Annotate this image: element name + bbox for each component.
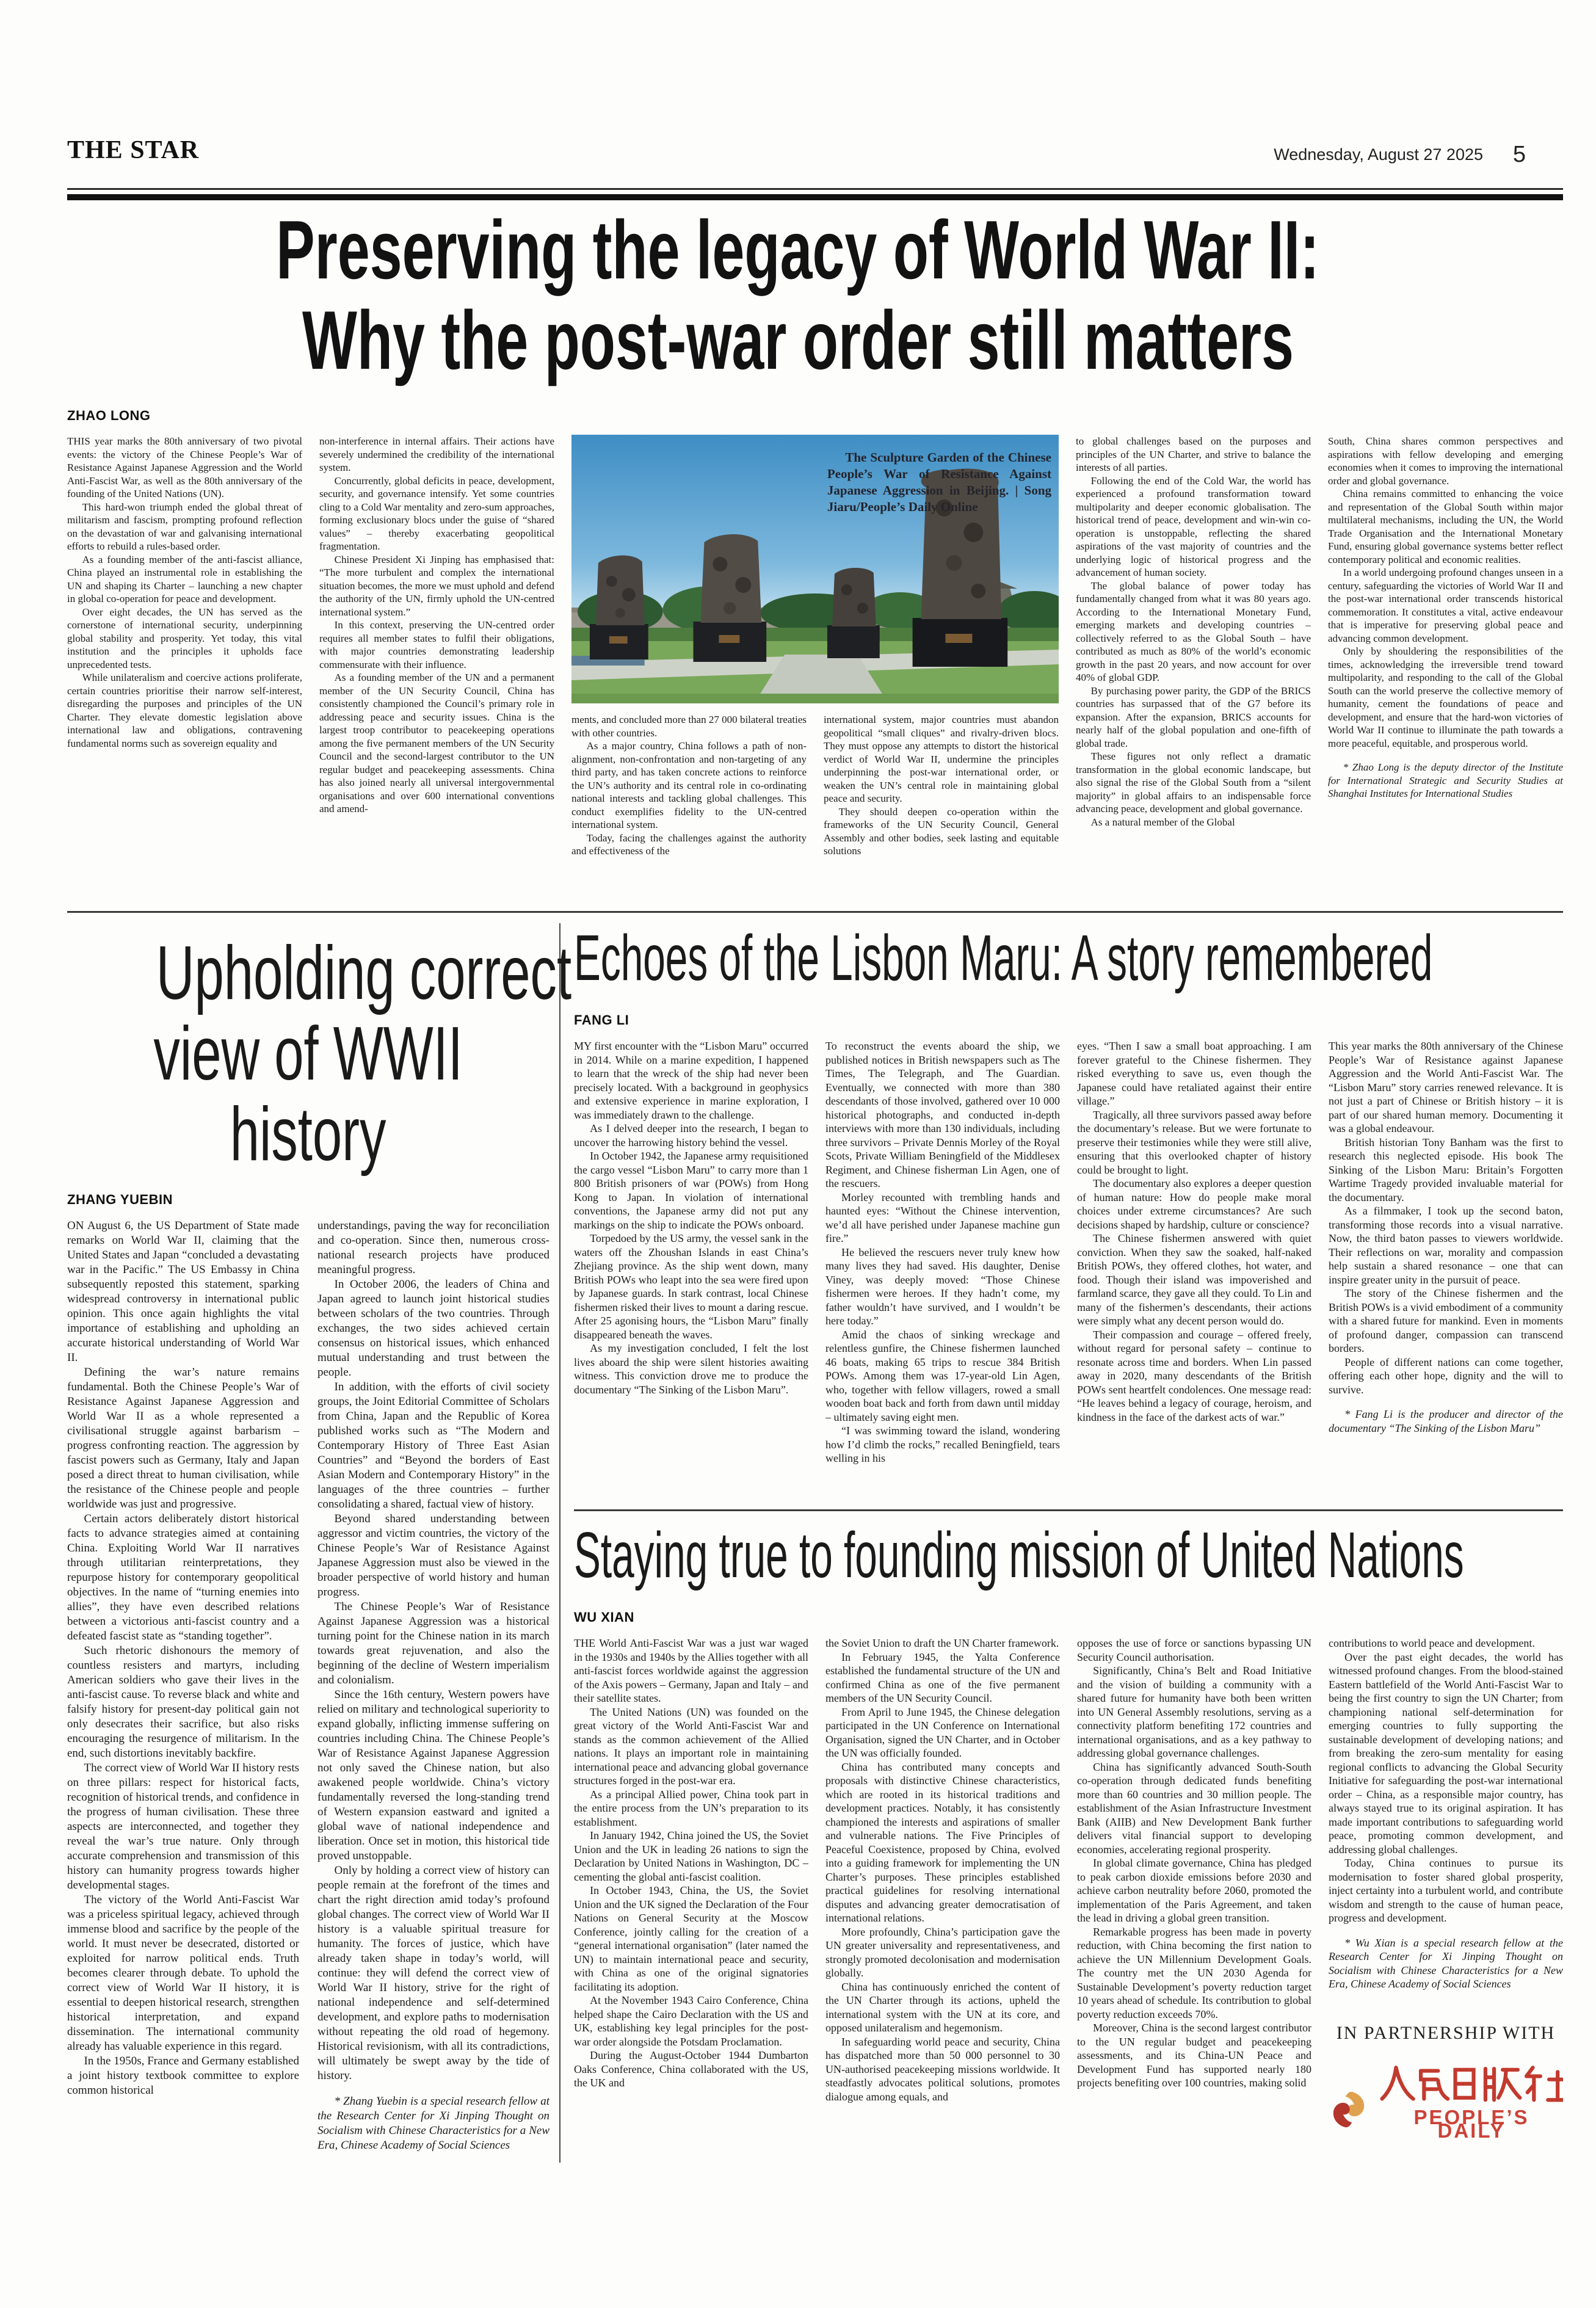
- lisbon-column-4-text: This year marks the 80th anniversary of the Chinese People’s War of Resistance against Japanese Aggression and the World Anti-Fascist War. The “Lisbon Maru” story carries renewed relevance. It is not just a part of Chinese or British history – it is part of our shared human memory. Documenting it was a global endeavour. British historian Tony Banham was the first to research this neglected episode. His book The Sinking of the Lisbon Maru: Britain’s Forgotten Wartime Tragedy provided invaluable material for the documentary. As a filmmaker, I took up the second baton, transforming those records into a visual narrative. Now, the third baton passes to viewers worldwide. Their reflections on war, morality and compassion help sustain a shared resonance – one that can inspire greater unity in the pursuit of peace. The story of the Chinese fishermen and the British POWs is a vivid embodiment of a community with a shared future for mankind. Even in moments of profound danger, compassion can transcend borders. People of different nations can come together, offering each other hope, dignity and the will to survive.: [1329, 1040, 1563, 1396]
- lead-column-6-text: South, China shares common perspectives and aspirations with fellow developing and emerging economies when it comes to improving the international order and global governance. China remains committed to enhancing the voice and representation of the Global South within major multilateral mechanisms, including the UN, the World Trade Organisation and the International Monetary Fund, ensuring global governance systems better reflect contemporary political and economic realities. In a world undergoing profound changes unseen in a century, safeguarding the victories of World War II and the post-war international order transcends historical commemoration. It constitutes a vital, active endeavour that is imperative for preserving global peace and advancing common development. Only by shouldering the responsibilities of the times, acknowledging the irreversible trend toward multipolarity, and responding to the call of the Global South can the world preserve the collective memory of humanity, cement the foundations of peace and development, and ensure that the hard-won victories of World War II continue to illuminate the path towards a more peaceful, equitable, and prosperous world.: [1328, 435, 1563, 749]
- wwii-headline-line1: Upholding correct: [156, 931, 572, 1015]
- lead-headline-line1: Preserving the legacy of World War II:: [276, 203, 1320, 296]
- peoples-daily-latin: PEOPLE’S DAILY: [1413, 2105, 1529, 2142]
- lead-article-body: [67, 435, 1563, 899]
- lisbon-headline: [574, 924, 1596, 992]
- lead-column-6: [1328, 435, 1563, 899]
- un-column-3: opposes the use of force or sanctions bypassing UN Security Council authorisation. Significantly, China’s Belt and Road Initiative and the vision of building a community with a shared future for humanity have both been written into UN General Assembly resolutions, serving as a connectivity platform benefiting 172 countries and international organisations, and as a key pathway to addressing global governance challenges. China has significantly advanced South-South co-operation through dedicated funds benefiting more than 60 countries and 30 million people. The establishment of the Asian Infrastructure Investment Bank (AIIB) and New Development Bank further delivers vital financial support to developing economies, accelerating regional prosperity. In global climate governance, China has pledged to peak carbon dioxide emissions before 2030 and achieve carbon neutrality before 2060, promoted the implementation of the Paris Agreement, and taken the lead in driving a global green transition. Remarkable progress has been made in poverty reduction, with China becoming the first nation to achieve the UN Millennium Development Goals. The country met the UN 2030 Agenda for Sustainable Development’s poverty reduction target 10 years ahead of schedule. Its contribution to global poverty reduction exceeds 70%. Moreover, China is the second largest contributor to the UN regular budget and peacekeeping assessments, and its China-UN Peace and Development Fund has supported nearly 180 projects benefiting over 100 countries, making solid: [1077, 1637, 1311, 2089]
- sculpture-pillar-3: [827, 568, 880, 658]
- un-column-4-text: contributions to world peace and development. Over the past eight decades, the world has witnessed profound changes. From the blood-stained Eastern battlefield of the World Anti-Fascist War to being the first country to sign the UN Charter; from championing national self-determination for emerging countries to fully supporting the sustainable development of developing nations; and from breaking the zero-sum mentality for easing regional conflicts to advancing the Global Security Initiative for safeguarding the post-war international order – China, as a responsible major country, has always stayed true to its original aspiration. It has made important contributions to safeguarding world peace, promoting common development, and addressing global challenges. Today, China continues to pursue its modernisation to foster shared global prosperity, inject certainty into a turbulent world, and contribute wisdom and strength to the cause of human peace, progress and development.: [1329, 1637, 1563, 1924]
- un-headline: [574, 1519, 1596, 1591]
- un-headline-text: Staying true to founding mission of United Nations: [574, 1519, 1464, 1591]
- un-column-4: [1329, 1636, 1563, 2274]
- masthead-rule-thick: [67, 194, 1563, 200]
- un-article-body: [574, 1636, 1563, 2274]
- lisbon-headline-text: Echoes of the Lisbon Maru: A story remembered: [574, 922, 1433, 994]
- lead-column-2: non-interference in internal affairs. Their actions have severely undermined the credibility of the international system. Concurrently, global deficits in peace, development, security, and governance intensify. Yet some countries cling to a Cold War mentality and zero-sum approaches, forming exclusionary blocs under the guise of “shared values” – thereby exacerbating geopolitical fragmentation. Chinese President Xi Jinping has emphasised that: “The more turbulent and complex the international situation becomes, the more we must uphold and defend the authority of the UN, firmly uphold the UN-centred international system.” In this context, preserving the UN-centred order requires all member states to fulfil their obligations, with major countries demonstrating leadership commensurate with their influence. As a founding member of the UN and a permanent member of the UN Security Council, China has consistently championed the Council’s primary role in addressing peace and security issues. China is the largest troop contributor to peacekeeping operations among the five permanent members of the UN Security Council and the second-largest contributor to the UN regular budget and peacekeeping assessments. China has also joined nearly all universal intergovernmental organisations and over 600 international conventions and amend-: [319, 435, 554, 815]
- lead-byline: ZHAO LONG: [67, 408, 151, 423]
- wwii-column-2-text: understandings, paving the way for reconciliation and co-operation. Since then, numerous cross-national research projects have produced meaningful progress. In October 2006, the leaders of China and Japan agreed to launch joint historical studies between scholars of the two countries. Through exchanges, the two sides achieved certain consensus on historical issues, which enhanced mutual understanding and trust between the people. In addition, with the efforts of civil society groups, the Joint Editorial Committee of Scholars from China, Japan and the Republic of Korea published works such as “The Modern and Contemporary History of Three East Asian Countries” and “Beyond the borders of East Asian Modern and Contemporary History” in the languages of the three countries – further consolidating a shared, factual view of history. Beyond shared understanding between aggressor and victim countries, the victory of the Chinese People’s War of Resistance Against Japanese Aggression must also be viewed in the broader perspective of world history and human progress. The Chinese People’s War of Resistance Against Japanese Aggression was a historical turning point for the Chinese nation in its march towards great rejuvenation, and also the beginning of the decline of Western imperialism and colonialism. Since the 16th century, Western powers have relied on military and technological superiority to expand globally, inflicting immense suffering on countries including China. The Chinese People’s War of Resistance Against Japanese Aggression not only saved the Chinese nation, but also awakened people worldwide. China’s victory fundamentally reversed the long-standing trend of Western expansion eastward and ignited a global wave of national independence and liberation. Once set in motion, this historical tide proved unstoppable. Only by holding a correct view of history can people remain at the forefront of the times and chart the right direction amid today’s profound global changes. The correct view of World War II history is a valuable spiritual treasure for humanity. The forces of justice, which have already taken shape in today’s world, will continue: they will defend the correct view of World War II history, strive for the right of national independence and self-determined development, and explore paths to modernisation without repeating the old road of hegemony. Historical revisionism, with all its contradictions, will ultimately be swept away by the tide of history.: [317, 1219, 550, 2082]
- section-divider-1: [67, 911, 1563, 913]
- wwii-headline: [67, 931, 572, 1177]
- masthead-date: Wednesday, August 27 2025: [1274, 145, 1483, 164]
- sculpture-garden-photo: [571, 435, 1059, 703]
- photo-caption: The Sculpture Garden of the Chinese People’s War of Resistance Against Japanese Aggression in Beijing. | Song Jiaru/People’s Daily Online: [827, 450, 1051, 514]
- lead-column-4: international system, major countries must abandon geopolitical “small cliques” and rivalry-driven blocs. They must oppose any attempts to distort the historical verdict of World War II, undermine the principles underpinning the post-war international order, or weaken the UN’s central role in maintaining global peace and security. They should deepen co-operation within the frameworks of the UN Security Council, General Assembly and other bodies, seek lasting and equitable solutions: [824, 714, 1059, 857]
- peoples-daily-wordmark: [1380, 2061, 1563, 2158]
- un-author-bio: * Wu Xian is a special research fellow at the Research Center for Xi Jinping Thought on Socialism with Chinese Characteristics for a New Era, Chinese Academy of Social Sciences: [1329, 1936, 1563, 1990]
- peoples-daily-swirl-icon: [1329, 2075, 1369, 2144]
- vertical-divider: [559, 923, 560, 2163]
- partnership-label: IN PARTNERSHIP WITH: [1336, 2022, 1556, 2043]
- lead-headline-line2: Why the post-war order still matters: [302, 294, 1294, 386]
- masthead-name: THE STAR: [67, 136, 200, 164]
- peoples-daily-chinese-icon: [1380, 2061, 1563, 2105]
- wwii-headline-line3: history: [230, 1092, 386, 1177]
- lead-headline: [0, 205, 1596, 385]
- wwii-column-2: [317, 1219, 550, 2162]
- lead-author-bio: * Zhao Long is the deputy director of the Institute for International Strategic and Security Studies at Shanghai Institutes for International Studies: [1328, 761, 1563, 799]
- sculpture-pillar-2: [694, 534, 767, 662]
- masthead-rule-thin: [67, 188, 1563, 190]
- lisbon-article-body: [574, 1039, 1563, 1494]
- wwii-column-1: ON August 6, the US Department of State made remarks on World War II, claiming that the United States and Japan “concluded a devastating war in the Pacific.” The US Embassy in China subsequently reposted this statement, sparking widespread controversy in international public opinion. This once again highlights the vital importance of establishing and upholding an accurate historical understanding of World War II. Defining the war’s nature remains fundamental. Both the Chinese People’s War of Resistance Against Japanese Aggression and World War II as a whole represented a civilisational struggle against barbarism – progress confronting reaction. The aggression by fascist powers such as Germany, Italy and Japan posed a direct threat to human civilisation, while the resistance of the Chinese people and people worldwide was just and progressive. Certain actors deliberately distort historical facts to advance strategies aimed at containing China. Exploiting World War II narratives through utilitarian reinterpretations, they repurpose history for contemporary geopolitical objectives. In the name of “turning enemies into allies”, they have even described relations between a victorious anti-fascist country and a defeated fascist state as “standing together”. Such rhetoric dishonours the memory of countless resisters and martyrs, including American soldiers who gave their lives in the anti-fascist cause. To reverse black and white and falsify history for present-day political gain not only desecrates their sacrifice, but also risks encouraging the resurgence of militarism. In the end, such distortions inevitably backfire. The correct view of World War II history rests on three pillars: respect for historical facts, recognition of historical trends, and confidence in the progress of human civilisation. These three aspects are interconnected, and together they reveal the war’s true nature. Only through accurate comprehension and transmission of this history can humanity progress towards higher developmental stages. The victory of the World Anti-Fascist War was a priceless spiritual legacy, achieved through immense blood and sacrifice by the people of the world. It must never be desecrated, distorted or exploited for narrow political ends. Truth becomes clearer through debate. To uphold the correct view of World War II history, it is essential to deepen historical research, strengthen historical interpretation, and expand dissemination. The international community already has valuable experience in this regard. In the 1950s, France and Germany established a joint history textbook committee to explore common historical: [67, 1219, 299, 2097]
- lisbon-column-1: MY first encounter with the “Lisbon Maru” occurred in 2014. While on a marine expedition, I happened to learn that the wreck of the ship had never been precisely located. With a background in geophysics and extensive experience in marine exploration, I was immediately drawn to the challenge. As I delved deeper into the research, I began to uncover the harrowing history behind the vessel. In October 1942, the Japanese army requisitioned the cargo vessel “Lisbon Maru” to carry more than 1 800 British prisoners of war (POWs) from Hong Kong to Japan. In violation of international conventions, the Japanese army did not put any markings on the ship to indicate the POWs onboard. Torpedoed by the US army, the vessel sank in the waters off the Zhoushan Islands in east China’s Zhejiang province. As the ship went down, many British POWs who leapt into the sea were fired upon by Japanese guards. In stark contrast, local Chinese fishermen risked their lives to mount a daring rescue. After 25 agonising hours, the “Lisbon Maru” finally disappeared beneath the waves. As my investigation concluded, I felt the lost lives aboard the ship were silent histories awaiting witness. This conviction drove me to produce the documentary “The Sinking of the Lisbon Maru”.: [574, 1040, 808, 1396]
- un-column-1: THE World Anti-Fascist War was a just war waged in the 1930s and 1940s by the Allies together with all anti-fascist forces worldwide against the aggression of the Axis powers – Germany, Japan and Italy – and their satellite states. The United Nations (UN) was founded on the great victory of the World Anti-Fascist War and stands as the common achievement of the Allied nations. It plays an important role in maintaining international peace and advancing global governance structures forged in the post-war era. As a principal Allied power, China took part in the entire process from the UN’s preparation to its establishment. In January 1942, China joined the US, the Soviet Union and the UK in leading 26 nations to sign the Declaration by United Nations in Washington, DC – cementing the global anti-fascist coalition. In October 1943, China, the US, the Soviet Union and the UK signed the Declaration of the Four Nations on General Security at the Moscow Conference, jointly calling for the creation of a “general international organisation” (later named the UN) to maintain international peace and security, with China as one of the original signatories facilitating its adoption. At the November 1943 Cairo Conference, China helped shape the Cairo Declaration with the US and UK, establishing key legal principles for the post-war order alongside the Potsdam Proclamation. During the August-October 1944 Dumbarton Oaks Conference, China collaborated with the US, the UK and: [574, 1637, 808, 2089]
- page-number: 5: [1512, 142, 1526, 167]
- lisbon-author-bio: * Fang Li is the producer and director of the documentary “The Sinking of the Lisbon Maru”: [1329, 1408, 1563, 1434]
- lisbon-column-2: To reconstruct the events aboard the ship, we published notices in British newspapers such as The Times, The Telegraph, and The Guardian. Eventually, we connected with more than 380 descendants of those involved, gathered over 10 000 historical photographs, and conducted in-depth interviews with more than 130 individuals, including three survivors – Private Dennis Morley of the Royal Scots, Private William Beningfield of the Middlesex Regiment, and Chinese fisherman Lin Agen, one of the rescuers. Morley recounted with trembling hands and haunted eyes: “Without the Chinese intervention, we’d all have perished under Japanese machine gun fire.” He believed the rescuers never truly knew how many lives they had saved. His daughter, Denise Viney, was deeply moved: “Those Chinese fishermen were heroes. If they hadn’t come, my father wouldn’t have survived, and I wouldn’t be here today.” Amid the chaos of sinking wreckage and relentless gunfire, the Chinese fishermen launched 46 boats, making 65 trips to rescue 384 British POWs. Among them was 17-year-old Lin Agen, who, together with fellow villagers, rowed a small wooden boat back and forth from dawn until midday – ultimately saving eight men. “I was swimming toward the island, wondering how I’d climb the rocks,” recalled Beningfield, tears welling in his: [825, 1040, 1060, 1464]
- peoples-daily-logo: [1329, 2061, 1563, 2158]
- wwii-byline: ZHANG YUEBIN: [67, 1192, 173, 1207]
- partnership-block: [1329, 2022, 1563, 2158]
- un-byline: WU XIAN: [574, 1609, 634, 1625]
- section-divider-2: [574, 1509, 1563, 1511]
- wwii-headline-line2: view of WWII: [153, 1012, 463, 1096]
- lisbon-byline: FANG LI: [574, 1012, 629, 1028]
- sculpture-pillar-1: [590, 556, 648, 659]
- lisbon-column-3: eyes. “Then I saw a small boat approaching. I am forever grateful to the Chinese fishermen. They risked everything to save us, even though the Japanese could have retaliated against their entire village.” Tragically, all three survivors passed away before the documentary’s release. But we were fortunate to preserve their testimonies while they were still alive, ensuring that this overlooked chapter of history could be brought to light. The documentary also explores a deeper question of human nature: How do people make moral choices under extreme circumstances? Are such decisions shaped by hardship, culture or conscience? The Chinese fishermen answered with quiet conviction. When they saw the soaked, half-naked British POWs, they offered clothes, hot water, and food. Though their island was impoverished and farmland scarce, they gave all they could. To Lin and many of the fishermen’s descendants, their actions were simply what any decent person would do. Their compassion and courage – offered freely, without regard for personal safety – continue to resonate across time and borders. When Lin passed away in 2020, many descendants of the British POWs sent heartfelt condolences. One message read: “He leaves behind a legacy of courage, heroism, and kindness in the face of the darkest acts of war.”: [1077, 1040, 1311, 1423]
- un-column-2: the Soviet Union to draft the UN Charter framework. In February 1945, the Yalta Conference established the fundamental structure of the UN and confirmed China as one of the five permanent members of the UN Security Council. From April to June 1945, the Chinese delegation participated in the UN Conference on International Organisation, signed the UN Charter, and in October the UN was officially founded. China has contributed many concepts and proposals with distinctive Chinese characteristics, which are rooted in its historical traditions and development practices. Notably, it has consistently championed the interests and aspirations of smaller and vulnerable nations. The Five Principles of Peaceful Coexistence, proposed by China, evolved into a guiding framework for implementing the UN Charter’s purposes. These principles established practical guidelines for resolving international disputes and advancing greater democratisation of international relations. More profoundly, China’s participation gave the UN greater universality and representativeness, and strongly promoted decolonisation and modernisation globally. China has continuously enriched the content of the UN Charter through its actions, upheld the international system with the UN at its core, and opposed unilateralism and hegemonism. In safeguarding world peace and security, China has dispatched more than 50 000 personnel to 30 UN-authorised peacekeeping missions worldwide. It steadfastly advocates political solutions, promotes dialogue among equals, and: [825, 1637, 1060, 2103]
- lead-column-5: to global challenges based on the purposes and principles of the UN Charter, and strive to balance the interests of all parties. Following the end of the Cold War, the world has experienced a profound transformation toward multipolarity and deeper economic globalisation. The historical trend of peace, development and win-win co-operation is unstoppable, reflecting the shared aspirations of the vast majority of countries and the underlying logic of historical progress and the advancement of human society. The global balance of power today has fundamentally changed from what it was 80 years ago. According to the International Monetary Fund, emerging markets and developing countries – collectively referred to as the Global South – have contributed as much as 80% of the world’s economic growth in the past 20 years, and now account for over 40% of global GDP. By purchasing power parity, the GDP of the BRICS countries has surpassed that of the G7 before its expansion. After the expansion, BRICS accounts for nearly half of the global population and one-fifth of global trade. These figures not only reflect a dramatic transformation in the global economic landscape, but also signal the rise of the Global South from a “silent majority” in global affairs to an indispensable force advancing peace, development and global governance. As a natural member of the Global: [1076, 435, 1311, 828]
- lead-column-3: ments, and concluded more than 27 000 bilateral treaties with other countries. As a major country, China follows a path of non-alignment, non-confrontation and non-targeting of any third party, and has taken concrete actions to reinforce the UN’s authority and its central role in co-ordinating national interests and tackling global challenges. This conduct exemplifies fidelity to the UN-centred international system. Today, facing the challenges against the authority and effectiveness of the: [571, 714, 807, 857]
- lisbon-column-4: [1329, 1039, 1563, 1494]
- wwii-author-bio: * Zhang Yuebin is a special research fellow at the Research Center for Xi Jinping Thought on Socialism with Chinese Characteristics for a New Era, Chinese Academy of Social Sciences: [317, 2095, 550, 2152]
- lead-column-1: THIS year marks the 80th anniversary of two pivotal events: the victory of the Chinese People’s War of Resistance Against Japanese Aggression and the World Anti-Fascist War, as well as the 80th anniversary of the founding of the United Nations (UN). This hard-won triumph ended the global threat of militarism and fascism, prompting profound reflection on the devastation of war and galvanising international efforts to rebuild a rules-based order. As a founding member of the anti-fascist alliance, China played an instrumental role in establishing the UN and shaping its Charter – launching a new chapter in global co-operation for peace and development. Over eight decades, the UN has served as the cornerstone of international security, underpinning global stability and prosperity. Yet today, this vital institution and the principles it upholds face unprecedented tests. While unilateralism and coercive actions proliferate, certain countries prioritise their narrow self-interest, disregarding the purposes and principles of the UN Charter. They elevate domestic legislation above international law and obligations, contravening fundamental norms such as sovereign equality and: [67, 435, 302, 749]
- wwii-article-body: [67, 1219, 550, 2162]
